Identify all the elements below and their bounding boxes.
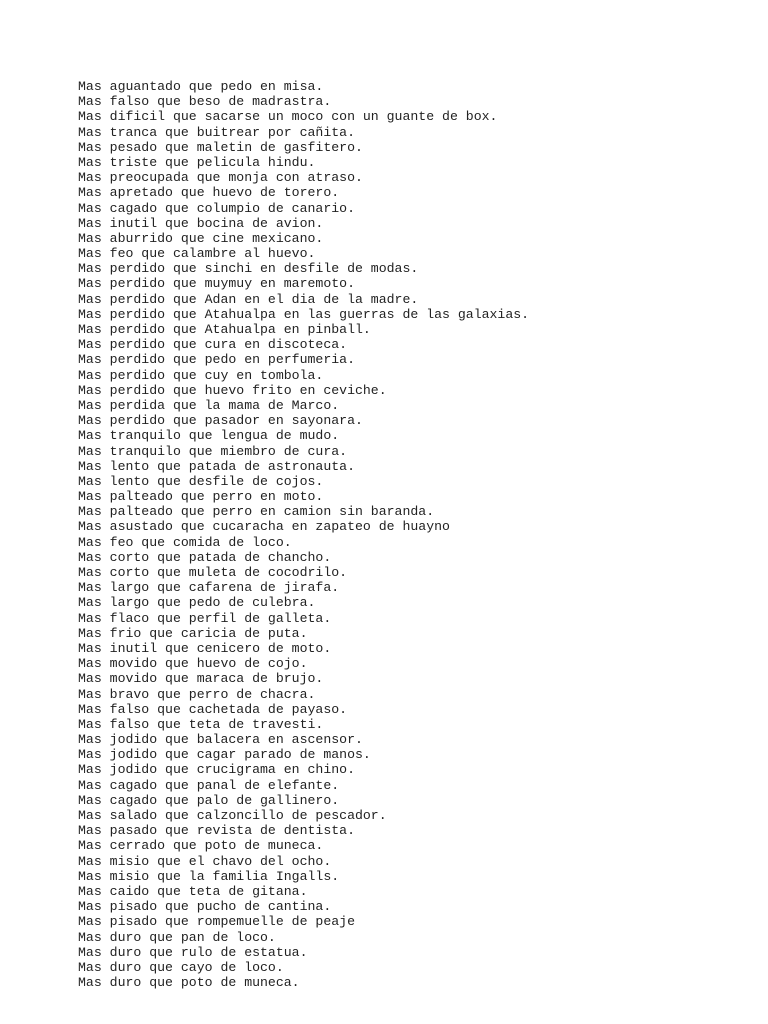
text-line: Mas perdido que pedo en perfumeria. (78, 352, 355, 368)
text-line: Mas bravo que perro de chacra. (78, 686, 316, 702)
text-line: Mas corto que muleta de cocodrilo. (78, 565, 348, 580)
text-line: Mas asustado que cucaracha en zapateo de huayno (78, 519, 450, 535)
text-line: Mas frio que caricia de puta. (78, 625, 308, 641)
text-line: Mas palteado que perro en camion sin baranda. (78, 504, 435, 520)
text-line: Mas feo que comida de loco. (78, 534, 292, 550)
text-line: Mas perdido que cuy en tombola. (78, 367, 324, 383)
text-line: Mas tranquilo que miembro de cura. (78, 443, 348, 459)
text-line: Mas flaco que perfil de galleta. (78, 610, 332, 626)
text-line: Mas perdido que Atahualpa en las guerras de las galaxias. (78, 306, 530, 322)
text-line: Mas tranquilo que lengua de mudo. (78, 428, 340, 444)
text-line: Mas corto que patada de chancho. (78, 549, 332, 565)
text-line: Mas duro que rulo de estatua. (78, 944, 308, 960)
text-line: Mas tranca que buitrear por cañita. (78, 124, 355, 140)
text-line: Mas aburrido que cine mexicano. (78, 230, 324, 246)
text-line: Mas duro que cayo de loco. (78, 959, 284, 975)
text-line: Mas misio que el chavo del ocho. (78, 853, 332, 869)
text-line: Mas caido que teta de gitana. (78, 883, 308, 899)
text-line: Mas inutil que bocina de avion. (78, 215, 324, 231)
text-line: Mas dificil que sacarse un moco con un guante de box. (78, 109, 498, 125)
text-line: Mas aguantado que pedo en misa. (78, 79, 324, 94)
text-line: Mas salado que calzoncillo de pescador. (78, 808, 387, 823)
text-line: Mas lento que patada de astronauta. (78, 458, 355, 474)
text-line: Mas movido que maraca de brujo. (78, 671, 324, 687)
text-line: Mas perdido que pasador en sayonara. (78, 413, 363, 429)
text-line: Mas apretado que huevo de torero. (78, 185, 340, 201)
text-line: Mas perdido que Atahualpa en pinball. (78, 322, 371, 337)
text-line: Mas cagado que palo de gallinero. (78, 792, 340, 808)
text-body (78, 79, 529, 990)
text-line: Mas triste que pelicula hindu. (78, 154, 316, 170)
text-line: Mas largo que cafarena de jirafa. (78, 580, 340, 596)
text-line: Mas pasado que revista de dentista. (78, 823, 355, 839)
text-line: Mas pesado que maletin de gasfitero. (78, 139, 363, 155)
text-line: Mas perdido que sinchi en desfile de modas. (78, 261, 419, 277)
text-line: Mas perdido que muymuy en maremoto. (78, 276, 355, 292)
text-line: Mas jodido que crucigrama en chino. (78, 762, 355, 778)
text-line: Mas cerrado que poto de muneca. (78, 838, 324, 854)
text-line: Mas palteado que perro en moto. (78, 489, 324, 505)
text-line: Mas falso que beso de madrastra. (78, 94, 332, 110)
text-line: Mas falso que teta de travesti. (78, 716, 324, 732)
text-line: Mas largo que pedo de culebra. (78, 595, 316, 611)
text-line: Mas preocupada que monja con atraso. (78, 170, 363, 186)
text-line: Mas inutil que cenicero de moto. (78, 640, 332, 656)
text-line: Mas perdida que la mama de Marco. (78, 397, 340, 413)
text-line: Mas misio que la familia Ingalls. (78, 868, 340, 884)
text-line: Mas jodido que balacera en ascensor. (78, 732, 363, 748)
text-line: Mas cagado que panal de elefante. (78, 777, 340, 793)
text-line: Mas jodido que cagar parado de manos. (78, 747, 371, 763)
text-line: Mas perdido que cura en discoteca. (78, 337, 348, 353)
text-line: Mas feo que calambre al huevo. (78, 246, 316, 262)
text-line: Mas duro que pan de loco. (78, 929, 276, 945)
text-line: Mas duro que poto de muneca. (78, 975, 300, 991)
text-line: Mas falso que cachetada de payaso. (78, 701, 348, 717)
text-line: Mas perdido que huevo frito en ceviche. (78, 382, 387, 398)
text-line: Mas pisado que rompemuelle de peaje (78, 914, 355, 930)
text-line: Mas lento que desfile de cojos. (78, 473, 324, 489)
text-line: Mas cagado que columpio de canario. (78, 200, 355, 216)
text-line: Mas perdido que Adan en el dia de la madre. (78, 291, 419, 307)
text-line: Mas movido que huevo de cojo. (78, 656, 308, 672)
text-line: Mas pisado que pucho de cantina. (78, 899, 332, 915)
